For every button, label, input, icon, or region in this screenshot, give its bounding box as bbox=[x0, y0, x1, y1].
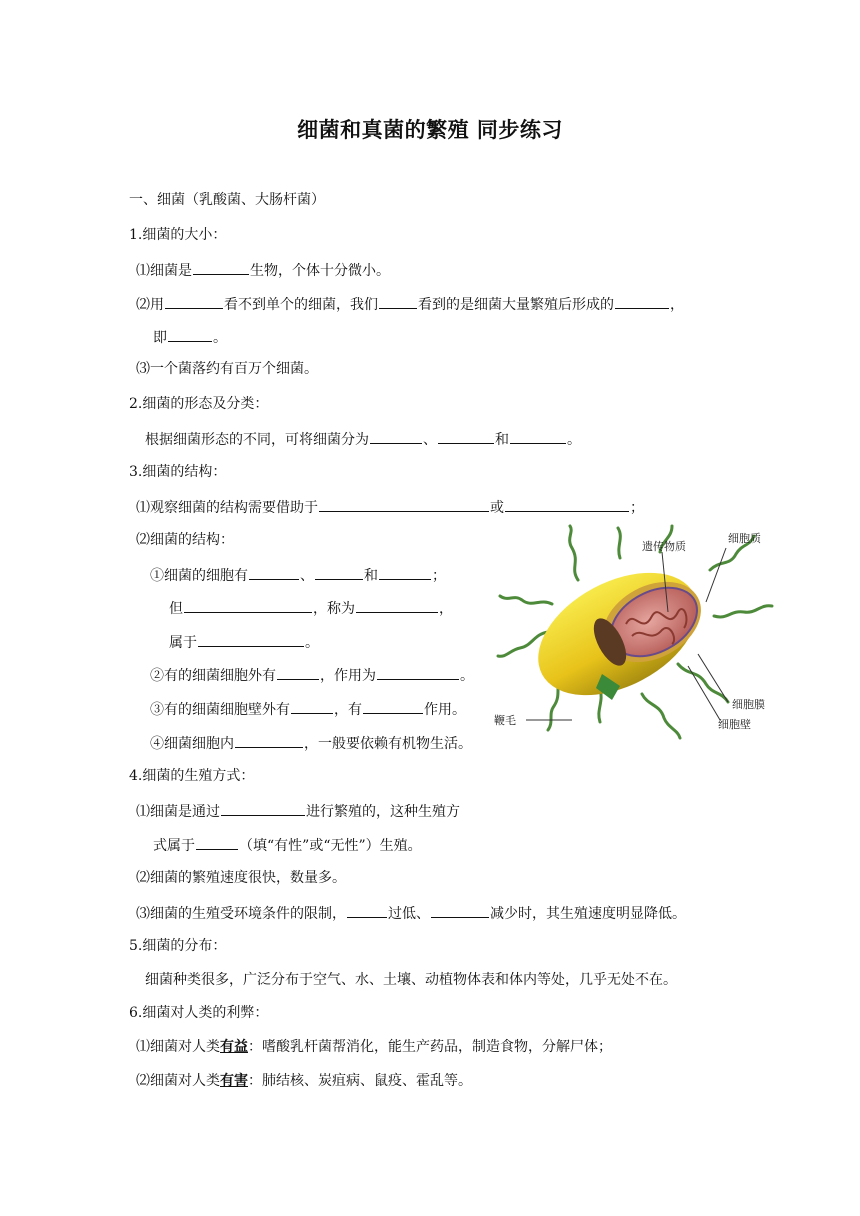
answer-blank[interactable] bbox=[510, 429, 566, 444]
text: 减少时，其生殖速度明显降低。 bbox=[490, 906, 686, 922]
text: ； bbox=[630, 500, 644, 516]
text: ，作用为 bbox=[320, 668, 376, 684]
answer-blank[interactable] bbox=[379, 565, 431, 580]
text: 即 bbox=[153, 330, 167, 346]
page-title: 细菌和真菌的繁殖 同步练习 bbox=[297, 118, 563, 142]
q2-heading: 2.细菌的形态及分类： bbox=[129, 396, 269, 412]
answer-blank[interactable] bbox=[277, 665, 319, 680]
q3-c6 bbox=[150, 733, 472, 753]
q3-c4 bbox=[150, 665, 474, 685]
answer-blank[interactable] bbox=[184, 598, 312, 613]
text: ， bbox=[670, 297, 684, 313]
q4-a2 bbox=[153, 835, 422, 855]
text: ，有 bbox=[334, 702, 362, 718]
answer-blank[interactable] bbox=[363, 699, 423, 714]
q4-c bbox=[136, 903, 686, 923]
answer-blank[interactable] bbox=[438, 429, 494, 444]
q5-heading: 5.细菌的分布： bbox=[129, 938, 227, 954]
text: ，称为 bbox=[313, 601, 355, 617]
q3-a bbox=[136, 497, 644, 517]
text: ：嗜酸乳杆菌帮消化，能生产药品，制造食物，分解尸体； bbox=[248, 1039, 612, 1055]
q2-text bbox=[145, 429, 581, 449]
emphasis-beneficial: 有益 bbox=[220, 1039, 248, 1055]
answer-blank[interactable] bbox=[198, 632, 304, 647]
q4-b: ⑵细菌的繁殖速度很快，数量多。 bbox=[136, 870, 346, 886]
label-flagellum: 鞭毛 bbox=[494, 714, 516, 727]
text: （填“有性”或“无性”）生殖。 bbox=[239, 838, 422, 854]
text: 根据细菌形态的不同，可将细菌分为 bbox=[145, 432, 369, 448]
answer-blank[interactable] bbox=[347, 903, 387, 918]
q6-a bbox=[136, 1038, 612, 1056]
label-cytoplasm: 细胞质 bbox=[728, 532, 761, 545]
q6-heading: 6.细菌对人类的利弊： bbox=[129, 1005, 269, 1021]
text: ③有的细菌细胞壁外有 bbox=[150, 702, 290, 718]
q4-a bbox=[136, 801, 460, 821]
answer-blank[interactable] bbox=[505, 497, 629, 512]
text: 和 bbox=[495, 432, 509, 448]
q5-text: 细菌种类很多，广泛分布于空气、水、土壤、动植物体表和体内等处，几乎无处不在。 bbox=[145, 972, 677, 988]
label-cell-wall: 细胞壁 bbox=[718, 718, 751, 731]
text: ⑶细菌的生殖受环境条件的限制， bbox=[136, 906, 346, 922]
answer-blank[interactable] bbox=[221, 801, 305, 816]
text: 进行繁殖的，这种生殖方 bbox=[306, 804, 460, 820]
text: ， bbox=[439, 601, 453, 617]
text: 看到的是细菌大量繁殖后形成的 bbox=[418, 297, 614, 313]
answer-blank[interactable] bbox=[168, 327, 212, 342]
q3-c1 bbox=[150, 565, 446, 585]
text: 属于 bbox=[169, 635, 197, 651]
answer-blank[interactable] bbox=[235, 733, 303, 748]
answer-blank[interactable] bbox=[196, 835, 238, 850]
text: 或 bbox=[490, 500, 504, 516]
text: 、 bbox=[423, 432, 437, 448]
emphasis-harmful: 有害 bbox=[220, 1073, 248, 1089]
q1-c: ⑶一个菌落约有百万个细菌。 bbox=[136, 361, 318, 377]
q6-b bbox=[136, 1072, 472, 1090]
text: ； bbox=[432, 568, 446, 584]
text: 和 bbox=[364, 568, 378, 584]
text: 过低、 bbox=[388, 906, 430, 922]
text: ④细菌细胞内 bbox=[150, 736, 234, 752]
text: 。 bbox=[460, 668, 474, 684]
text: 看不到单个的细菌，我们 bbox=[224, 297, 378, 313]
text: ⑴观察细菌的结构需要借助于 bbox=[136, 500, 318, 516]
text: 作用。 bbox=[424, 702, 466, 718]
text: 生物，个体十分微小。 bbox=[250, 263, 390, 279]
answer-blank[interactable] bbox=[377, 665, 459, 680]
text: ⑵细菌对人类 bbox=[136, 1073, 220, 1089]
bacterium-diagram bbox=[492, 524, 782, 742]
text: 。 bbox=[567, 432, 581, 448]
text: 式属于 bbox=[153, 838, 195, 854]
q1-b bbox=[136, 294, 684, 314]
q1-b2 bbox=[153, 327, 227, 347]
q3-heading: 3.细菌的结构： bbox=[129, 464, 227, 480]
text: ：肺结核、炭疽病、鼠疫、霍乱等。 bbox=[248, 1073, 472, 1089]
text: 。 bbox=[213, 330, 227, 346]
text: ⑴细菌是通过 bbox=[136, 804, 220, 820]
text: ，一般要依赖有机物生活。 bbox=[304, 736, 472, 752]
answer-blank[interactable] bbox=[249, 565, 299, 580]
label-genetic-material: 遗传物质 bbox=[642, 540, 686, 553]
answer-blank[interactable] bbox=[165, 294, 223, 309]
answer-blank[interactable] bbox=[315, 565, 363, 580]
text: 。 bbox=[305, 635, 319, 651]
answer-blank[interactable] bbox=[615, 294, 669, 309]
q3-c2 bbox=[169, 598, 453, 618]
answer-blank[interactable] bbox=[370, 429, 422, 444]
text: ⑴细菌对人类 bbox=[136, 1039, 220, 1055]
q3-c3 bbox=[169, 632, 319, 652]
text: ②有的细菌细胞外有 bbox=[150, 668, 276, 684]
answer-blank[interactable] bbox=[291, 699, 333, 714]
text: ⑵用 bbox=[136, 297, 164, 313]
section-heading: 一、细菌（乳酸菌、大肠杆菌） bbox=[129, 192, 325, 208]
q1-heading: 1.细菌的大小： bbox=[129, 227, 227, 243]
label-cell-membrane: 细胞膜 bbox=[732, 698, 765, 711]
q4-heading: 4.细菌的生殖方式： bbox=[129, 768, 255, 784]
text: 、 bbox=[300, 568, 314, 584]
answer-blank[interactable] bbox=[379, 294, 417, 309]
text: ⑴细菌是 bbox=[136, 263, 192, 279]
answer-blank[interactable] bbox=[319, 497, 489, 512]
text: 但 bbox=[169, 601, 183, 617]
leader-line bbox=[706, 548, 726, 602]
q3-b: ⑵细菌的结构： bbox=[136, 532, 234, 548]
q1-a bbox=[136, 260, 390, 280]
q3-c5 bbox=[150, 699, 466, 719]
text: ①细菌的细胞有 bbox=[150, 568, 248, 584]
answer-blank[interactable] bbox=[356, 598, 438, 613]
answer-blank[interactable] bbox=[193, 260, 249, 275]
answer-blank[interactable] bbox=[431, 903, 489, 918]
